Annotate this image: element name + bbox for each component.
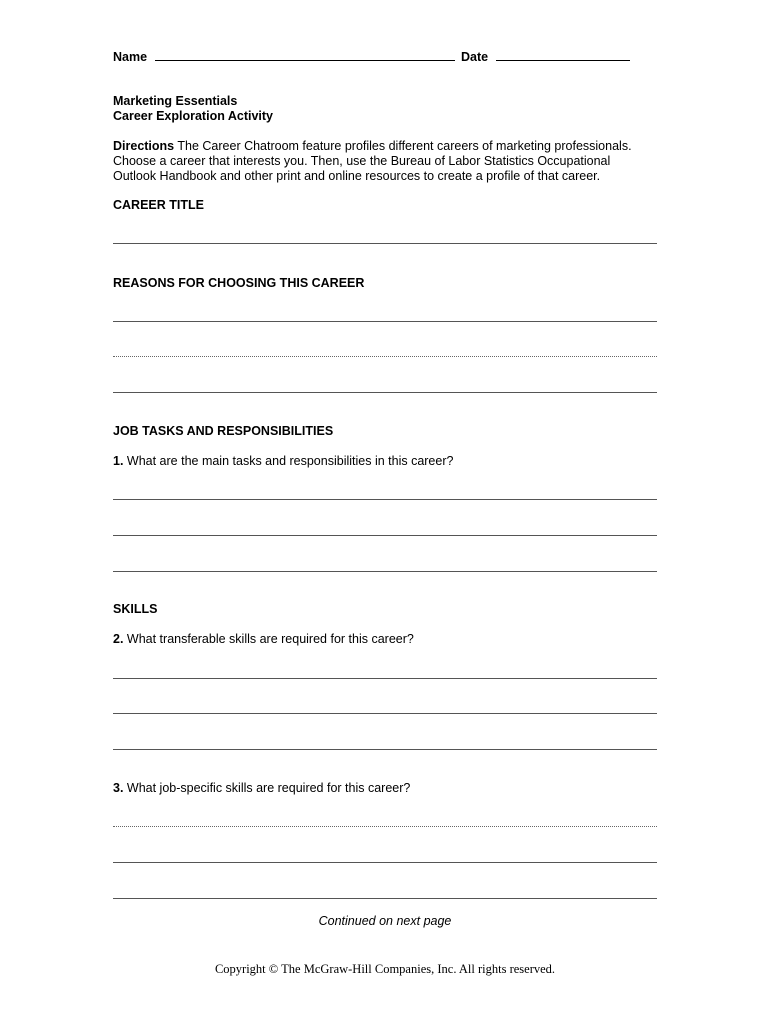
section-job-tasks: JOB TASKS AND RESPONSIBILITIES xyxy=(113,424,334,438)
copyright-notice: Copyright © The McGraw-Hill Companies, Inc. All rights reserved. xyxy=(214,962,556,976)
name-label: Name xyxy=(113,50,148,64)
question-2-number: 2. xyxy=(113,632,124,646)
directions-label: Directions xyxy=(113,139,175,153)
section-reasons: REASONS FOR CHOOSING THIS CAREER xyxy=(113,276,365,290)
continued-note: Continued on next page xyxy=(318,914,452,928)
answer-line-q2-1[interactable] xyxy=(113,678,657,679)
question-2-text: What transferable skills are required for this career? xyxy=(123,632,414,646)
doc-title-line2: Career Exploration Activity xyxy=(113,109,274,123)
question-1-text: What are the main tasks and responsibilities in this career? xyxy=(123,454,454,468)
question-1-number: 1. xyxy=(113,454,124,468)
section-skills: SKILLS xyxy=(113,602,158,616)
answer-line-q2-3[interactable] xyxy=(113,749,657,750)
answer-line-q3-2[interactable] xyxy=(113,862,657,863)
name-field[interactable] xyxy=(155,47,455,61)
answer-line-q3-1[interactable] xyxy=(113,826,657,827)
answer-line-q2-2[interactable] xyxy=(113,713,657,714)
answer-line-reasons-1[interactable] xyxy=(113,321,657,322)
doc-title-line1: Marketing Essentials xyxy=(113,94,238,108)
question-3-number: 3. xyxy=(113,781,124,795)
question-1 xyxy=(113,454,453,469)
directions-line3: Outlook Handbook and other print and online resources to create a profile of that career. xyxy=(113,169,601,183)
answer-line-q1-2[interactable] xyxy=(113,535,657,536)
answer-line-reasons-3[interactable] xyxy=(113,392,657,393)
date-label: Date xyxy=(461,50,489,64)
answer-line-q1-1[interactable] xyxy=(113,499,657,500)
question-3 xyxy=(113,781,410,796)
directions-line2: Choose a career that interests you. Then, use the Bureau of Labor Statistics Occupational xyxy=(113,154,611,168)
name-line xyxy=(113,47,630,65)
section-career-title: CAREER TITLE xyxy=(113,198,204,212)
answer-line-career-title[interactable] xyxy=(113,243,657,244)
answer-line-q1-3[interactable] xyxy=(113,571,657,572)
question-3-text: What job-specific skills are required for this career? xyxy=(123,781,411,795)
answer-line-q3-3[interactable] xyxy=(113,898,657,899)
directions-line1 xyxy=(113,139,632,154)
directions-text1: The Career Chatroom feature profiles different careers of marketing professionals. xyxy=(174,139,632,153)
date-field[interactable] xyxy=(496,47,630,61)
question-2 xyxy=(113,632,414,647)
answer-line-reasons-2[interactable] xyxy=(113,356,657,357)
